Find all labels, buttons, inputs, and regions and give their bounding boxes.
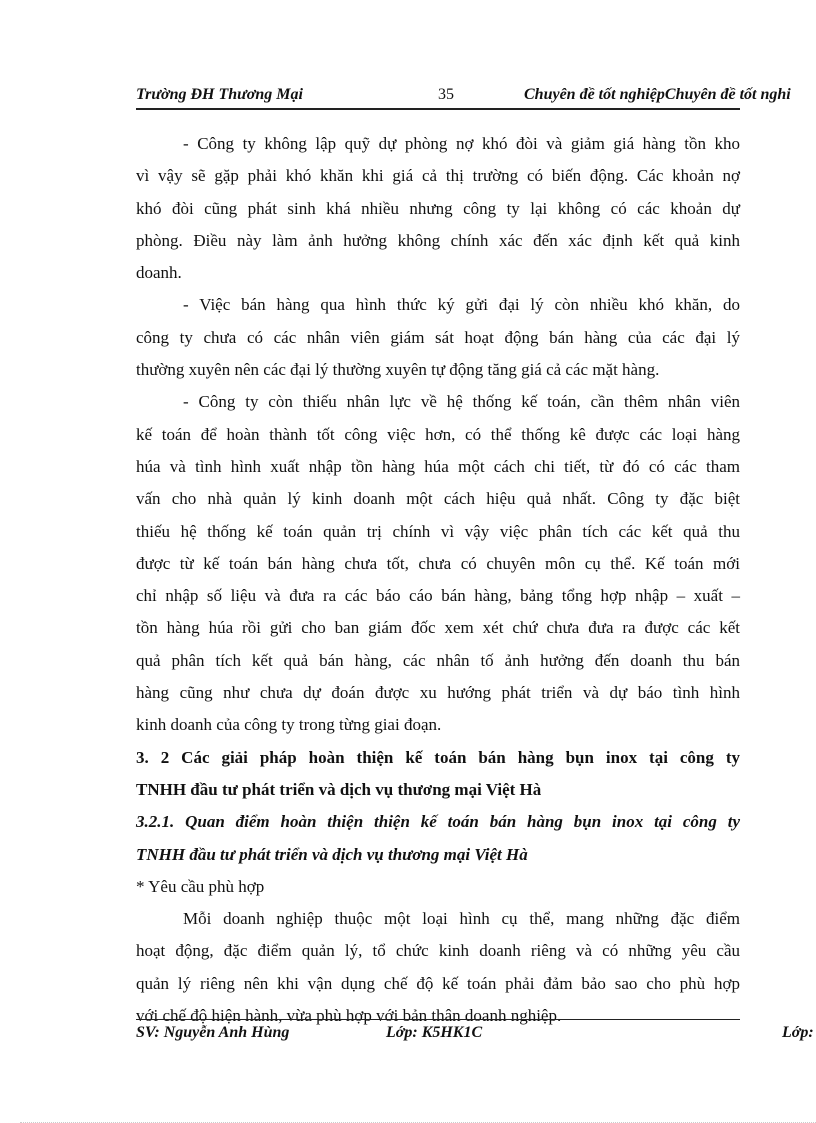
paragraph-line: thiếu hệ thống kế toán quản trị chính vì vậy việc phân tích các kết quả thu (136, 521, 740, 541)
page-footer (136, 1024, 816, 1048)
paragraph-line: hoạt động, đặc điểm quản lý, tổ chức kinh doanh riêng và có những yêu cầu (136, 941, 740, 961)
document-body (136, 131, 740, 1035)
subsection-heading-line: 3.2.1. Quan điểm hoàn thiện thiện kế toán bán hàng bụn inox tại công ty (136, 812, 740, 832)
paragraph-line: - Việc bán hàng qua hình thức ký gửi đại lý còn nhiều khó khăn, do (183, 295, 740, 315)
paragraph-line: thường xuyên nên các đại lý thường xuyên tự động tăng giá cả các mặt hàng. (136, 360, 660, 380)
paragraph-line: húa và tình hình xuất nhập tồn hàng húa một cách chi tiết, từ đó có các tham (136, 456, 740, 476)
subsection-heading-line: TNHH đầu tư phát triển và dịch vụ thương mại Việt Hà (136, 844, 528, 864)
paragraph-line: với chế độ hiện hành, vừa phù hợp với bản thân doanh nghiệp. (136, 1006, 562, 1026)
paragraph-line: - Công ty còn thiếu nhân lực về hệ thống kế toán, cần thêm nhân viên (183, 392, 740, 412)
paragraph-line: vấn cho nhà quản lý kinh doanh một cách hiệu quả nhất. Công ty đặc biệt (136, 489, 740, 509)
paragraph-line: quả phân tích kết quả bán hàng, các nhân tố ảnh hưởng đến doanh thu bán (136, 650, 740, 670)
paragraph-line: vì vậy sẽ gặp phải khó khăn khi giá cả thị trường có biến động. Các khoản nợ (136, 166, 740, 186)
paragraph-line: doanh. (136, 263, 182, 283)
paragraph-line: công ty chưa có các nhân viên giám sát hoạt động bán hàng của các đại lý (136, 327, 740, 347)
paragraph-line: chỉ nhập số liệu và đưa ra các báo cáo bán hàng, bảng tổng hợp nhập – xuất – (136, 586, 740, 606)
paragraph-line: tồn hàng húa rồi gửi cho ban giám đốc xem xét chứ chưa đưa ra được các kết (136, 618, 740, 638)
paragraph-line: được từ kế toán bán hàng chưa tốt, chưa có chuyên môn cụ thể. Kế toán mới (136, 553, 740, 573)
header-rule (136, 108, 740, 110)
footer-class-repeat: Lớp: (782, 1024, 814, 1041)
footer-rule (136, 1019, 740, 1020)
footer-class: Lớp: K5HK1C (386, 1024, 483, 1041)
paragraph-line: Mỗi doanh nghiệp thuộc một loại hình cụ thể, mang những đặc điểm (183, 909, 740, 929)
paragraph-line: kế toán để hoàn thành tốt công việc hơn, có thể thống kê được các loại hàng (136, 424, 740, 444)
section-heading-line: 3. 2 Các giải pháp hoàn thiện kế toán bán hàng bụn inox tại công ty (136, 747, 740, 767)
header-school: Trường ĐH Thương Mại (136, 86, 303, 103)
page-number: 35 (438, 86, 454, 103)
paragraph-line: * Yêu cầu phù hợp (136, 876, 265, 896)
header-topic: Chuyên đề tốt nghiệpChuyên đề tốt nghi (524, 86, 791, 103)
paragraph-line: kinh doanh của công ty trong từng giai đoạn. (136, 715, 442, 735)
page-header (136, 86, 816, 110)
paragraph-line: - Công ty không lập quỹ dự phòng nợ khó đòi và giảm giá hàng tồn kho (183, 134, 740, 153)
paragraph-line: hàng cũng như chưa dự đoán được xu hướng phát triển và dự báo tình hình (136, 683, 740, 703)
paragraph-line: khó đòi cũng phát sinh khá nhiều nhưng công ty lại không có các khoản dự (136, 198, 740, 218)
footer-student: SV: Nguyễn Anh Hùng (136, 1024, 290, 1041)
section-heading-line: TNHH đầu tư phát triển và dịch vụ thương mại Việt Hà (136, 779, 542, 799)
paragraph-line: quản lý riêng nên khi vận dụng chế độ kế toán phải đảm bảo sao cho phù hợp (136, 973, 740, 993)
paragraph-line: phòng. Điều này làm ảnh hưởng không chính xác đến xác định kết quả kinh (136, 230, 740, 250)
